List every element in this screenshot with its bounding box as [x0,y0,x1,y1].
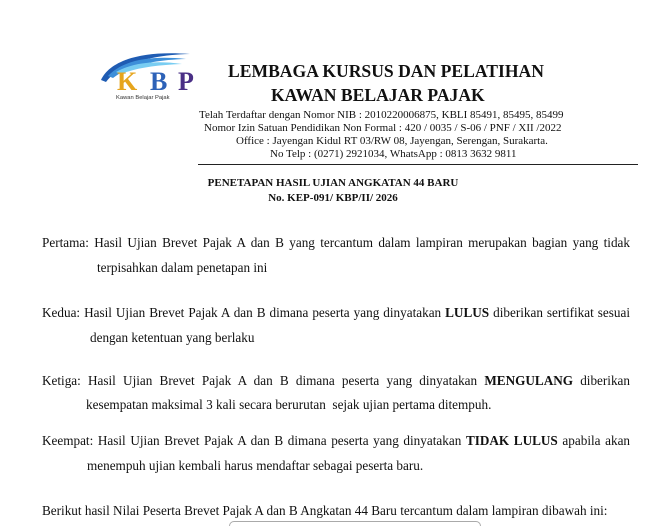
clause-text: apabila akan [562,433,631,448]
clause-emphasis: TIDAK LULUS [465,433,558,448]
clause-text: Ketiga: Hasil Ujian Brevet Pajak A dan B dimana peserta yang dinyatakan [42,373,478,388]
registration-info: Telah Terdaftar dengan Nomor NIB : 2010220006875, KBLI 85491, 85495, 85499 [199,108,564,121]
logo-letter-k: K [117,67,138,96]
clause-ketiga-line1 [42,373,630,389]
clause-emphasis: LULUS [445,305,490,320]
contact-phone: No Telp : (0271) 2921034, WhatsApp : 0813 3632 9811 [270,147,517,160]
closing-statement: Berikut hasil Nilai Peserta Brevet Pajak A dan B Angkatan 44 Baru tercantum dalam lampiran dibawah ini: [42,503,608,518]
office-address: Office : Jayengan Kidul RT 03/RW 08, Jayengan, Serengan, Surakarta. [236,134,548,147]
attachment-frame-edge [229,521,481,526]
clause-text: diberikan sertifikat sesuai [493,305,631,320]
clause-keempat-line1 [42,433,630,449]
clause-emphasis: MENGULANG [484,373,573,388]
logo-letter-p: P [178,67,194,96]
clause-text: Keempat: Hasil Ujian Brevet Pajak A dan B dimana peserta yang dinyatakan [42,433,462,448]
logo-letter-b: B [150,67,168,96]
clause-text: Kedua: Hasil Ujian Brevet Pajak A dan B dimana peserta yang dinyatakan [42,305,442,320]
logo-swoosh-outer [101,53,190,82]
decree-number: No. KEP-091/ KBP/II/ 2026 [268,192,398,204]
decree-title: PENETAPAN HASIL UJIAN ANGKATAN 44 BARU [207,177,459,189]
clause-ketiga-line2: kesempatan maksimal 3 kali secara berurutan sejak ujian pertama ditempuh. [86,397,492,412]
institution-title-line1: LEMBAGA KURSUS DAN PELATIHAN [228,61,544,81]
clause-keempat-line2: menempuh ujian kembali harus mendaftar sebagai peserta baru. [87,458,424,473]
institution-title-line2: KAWAN BELAJAR PAJAK [271,85,485,105]
clause-pertama-line2: terpisahkan dalam penetapan ini [97,260,268,275]
kbp-logo [96,46,212,104]
clause-kedua-line2: dengan ketentuan yang berlaku [90,330,255,345]
clause-pertama-line1 [42,235,630,251]
permit-info: Nomor Izin Satuan Pendidikan Non Formal : 420 / 0035 / S-06 / PNF / XII /2022 [204,121,562,134]
clause-text: diberikan [580,373,631,388]
clause-text: Pertama: Hasil Ujian Brevet Pajak A dan B yang tercantum dalam lampiran merupakan bagian yang tidak [42,235,630,250]
letterhead-divider [198,164,638,165]
logo-tagline: Kawan Belajar Pajak [116,95,170,101]
clause-kedua-line1 [42,305,630,321]
